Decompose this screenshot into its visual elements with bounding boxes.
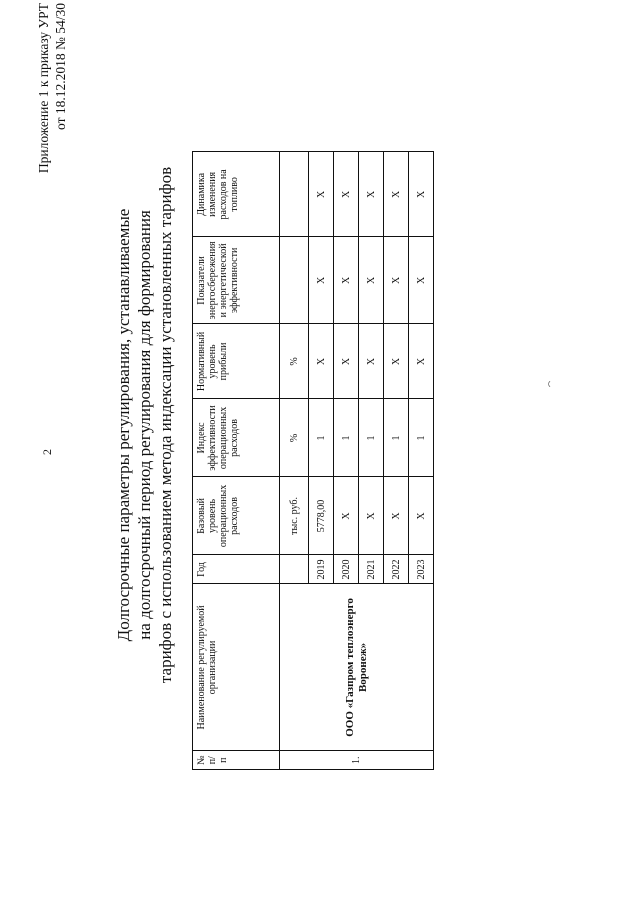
header-base: Базовый уровень операционных расходов: [193, 477, 280, 555]
cell-year: 2021: [359, 555, 384, 584]
cell-energy: X: [359, 237, 384, 324]
cell-year: 2022: [384, 555, 409, 584]
appendix-line-1: Приложение 1 к приказу УРТ: [36, 3, 51, 174]
cell-base: X: [409, 477, 434, 555]
page-number: 2: [40, 449, 54, 455]
table-units-row: [280, 152, 309, 770]
cell-year: 2019: [309, 555, 334, 584]
table-header-row: [193, 152, 280, 770]
cell-energy: X: [334, 237, 359, 324]
title-line-1: Долгосрочные параметры регулирования, устанавливаемые: [114, 208, 133, 642]
cell-base: X: [334, 477, 359, 555]
header-num: № п/п: [193, 751, 280, 770]
cell-profit: X: [384, 324, 409, 399]
cell-profit: X: [409, 324, 434, 399]
cell-profit: X: [309, 324, 334, 399]
header-energy: Показатели энергосбережения и энергетической эффективности: [193, 237, 280, 324]
title-line-3: тарифов с использованием метода индексации установленных тарифов: [156, 166, 175, 684]
header-org: Наименование регулируемой организации: [193, 584, 280, 751]
scan-speck: [548, 381, 551, 387]
parameters-table: [192, 151, 434, 770]
title-line-2: на долгосрочный период регулирования для формирования: [135, 210, 154, 640]
cell-index: 1: [409, 399, 434, 477]
header-profit: Нормативный уровень прибыли: [193, 324, 280, 399]
cell-index: 1: [384, 399, 409, 477]
units-fuel: [280, 152, 309, 237]
units-index: %: [280, 399, 309, 477]
header-fuel: Динамика изменения расходов на топливо: [193, 152, 280, 237]
cell-index: 1: [359, 399, 384, 477]
cell-year: 2023: [409, 555, 434, 584]
cell-index: 1: [309, 399, 334, 477]
cell-fuel: X: [359, 152, 384, 237]
row-number: 1.: [280, 751, 434, 770]
units-base: тыс. руб.: [280, 477, 309, 555]
units-year: [280, 555, 309, 584]
units-profit: %: [280, 324, 309, 399]
header-index: Индекс эффективности операционных расходов: [193, 399, 280, 477]
cell-energy: X: [309, 237, 334, 324]
organization-name: ООО «Газпром теплоэнерго Воронеж»: [280, 584, 434, 751]
cell-profit: X: [334, 324, 359, 399]
cell-fuel: X: [384, 152, 409, 237]
header-year: Год: [193, 555, 280, 584]
cell-energy: X: [409, 237, 434, 324]
appendix-note: [35, 3, 69, 203]
cell-fuel: X: [309, 152, 334, 237]
cell-profit: X: [359, 324, 384, 399]
document-title: [113, 65, 176, 785]
cell-base: X: [359, 477, 384, 555]
cell-fuel: X: [409, 152, 434, 237]
units-energy: [280, 237, 309, 324]
cell-index: 1: [334, 399, 359, 477]
cell-base: 5778,00: [309, 477, 334, 555]
cell-fuel: X: [334, 152, 359, 237]
cell-year: 2020: [334, 555, 359, 584]
cell-base: X: [384, 477, 409, 555]
cell-energy: X: [384, 237, 409, 324]
appendix-line-2: от 18.12.2018 № 54/30: [53, 3, 68, 130]
